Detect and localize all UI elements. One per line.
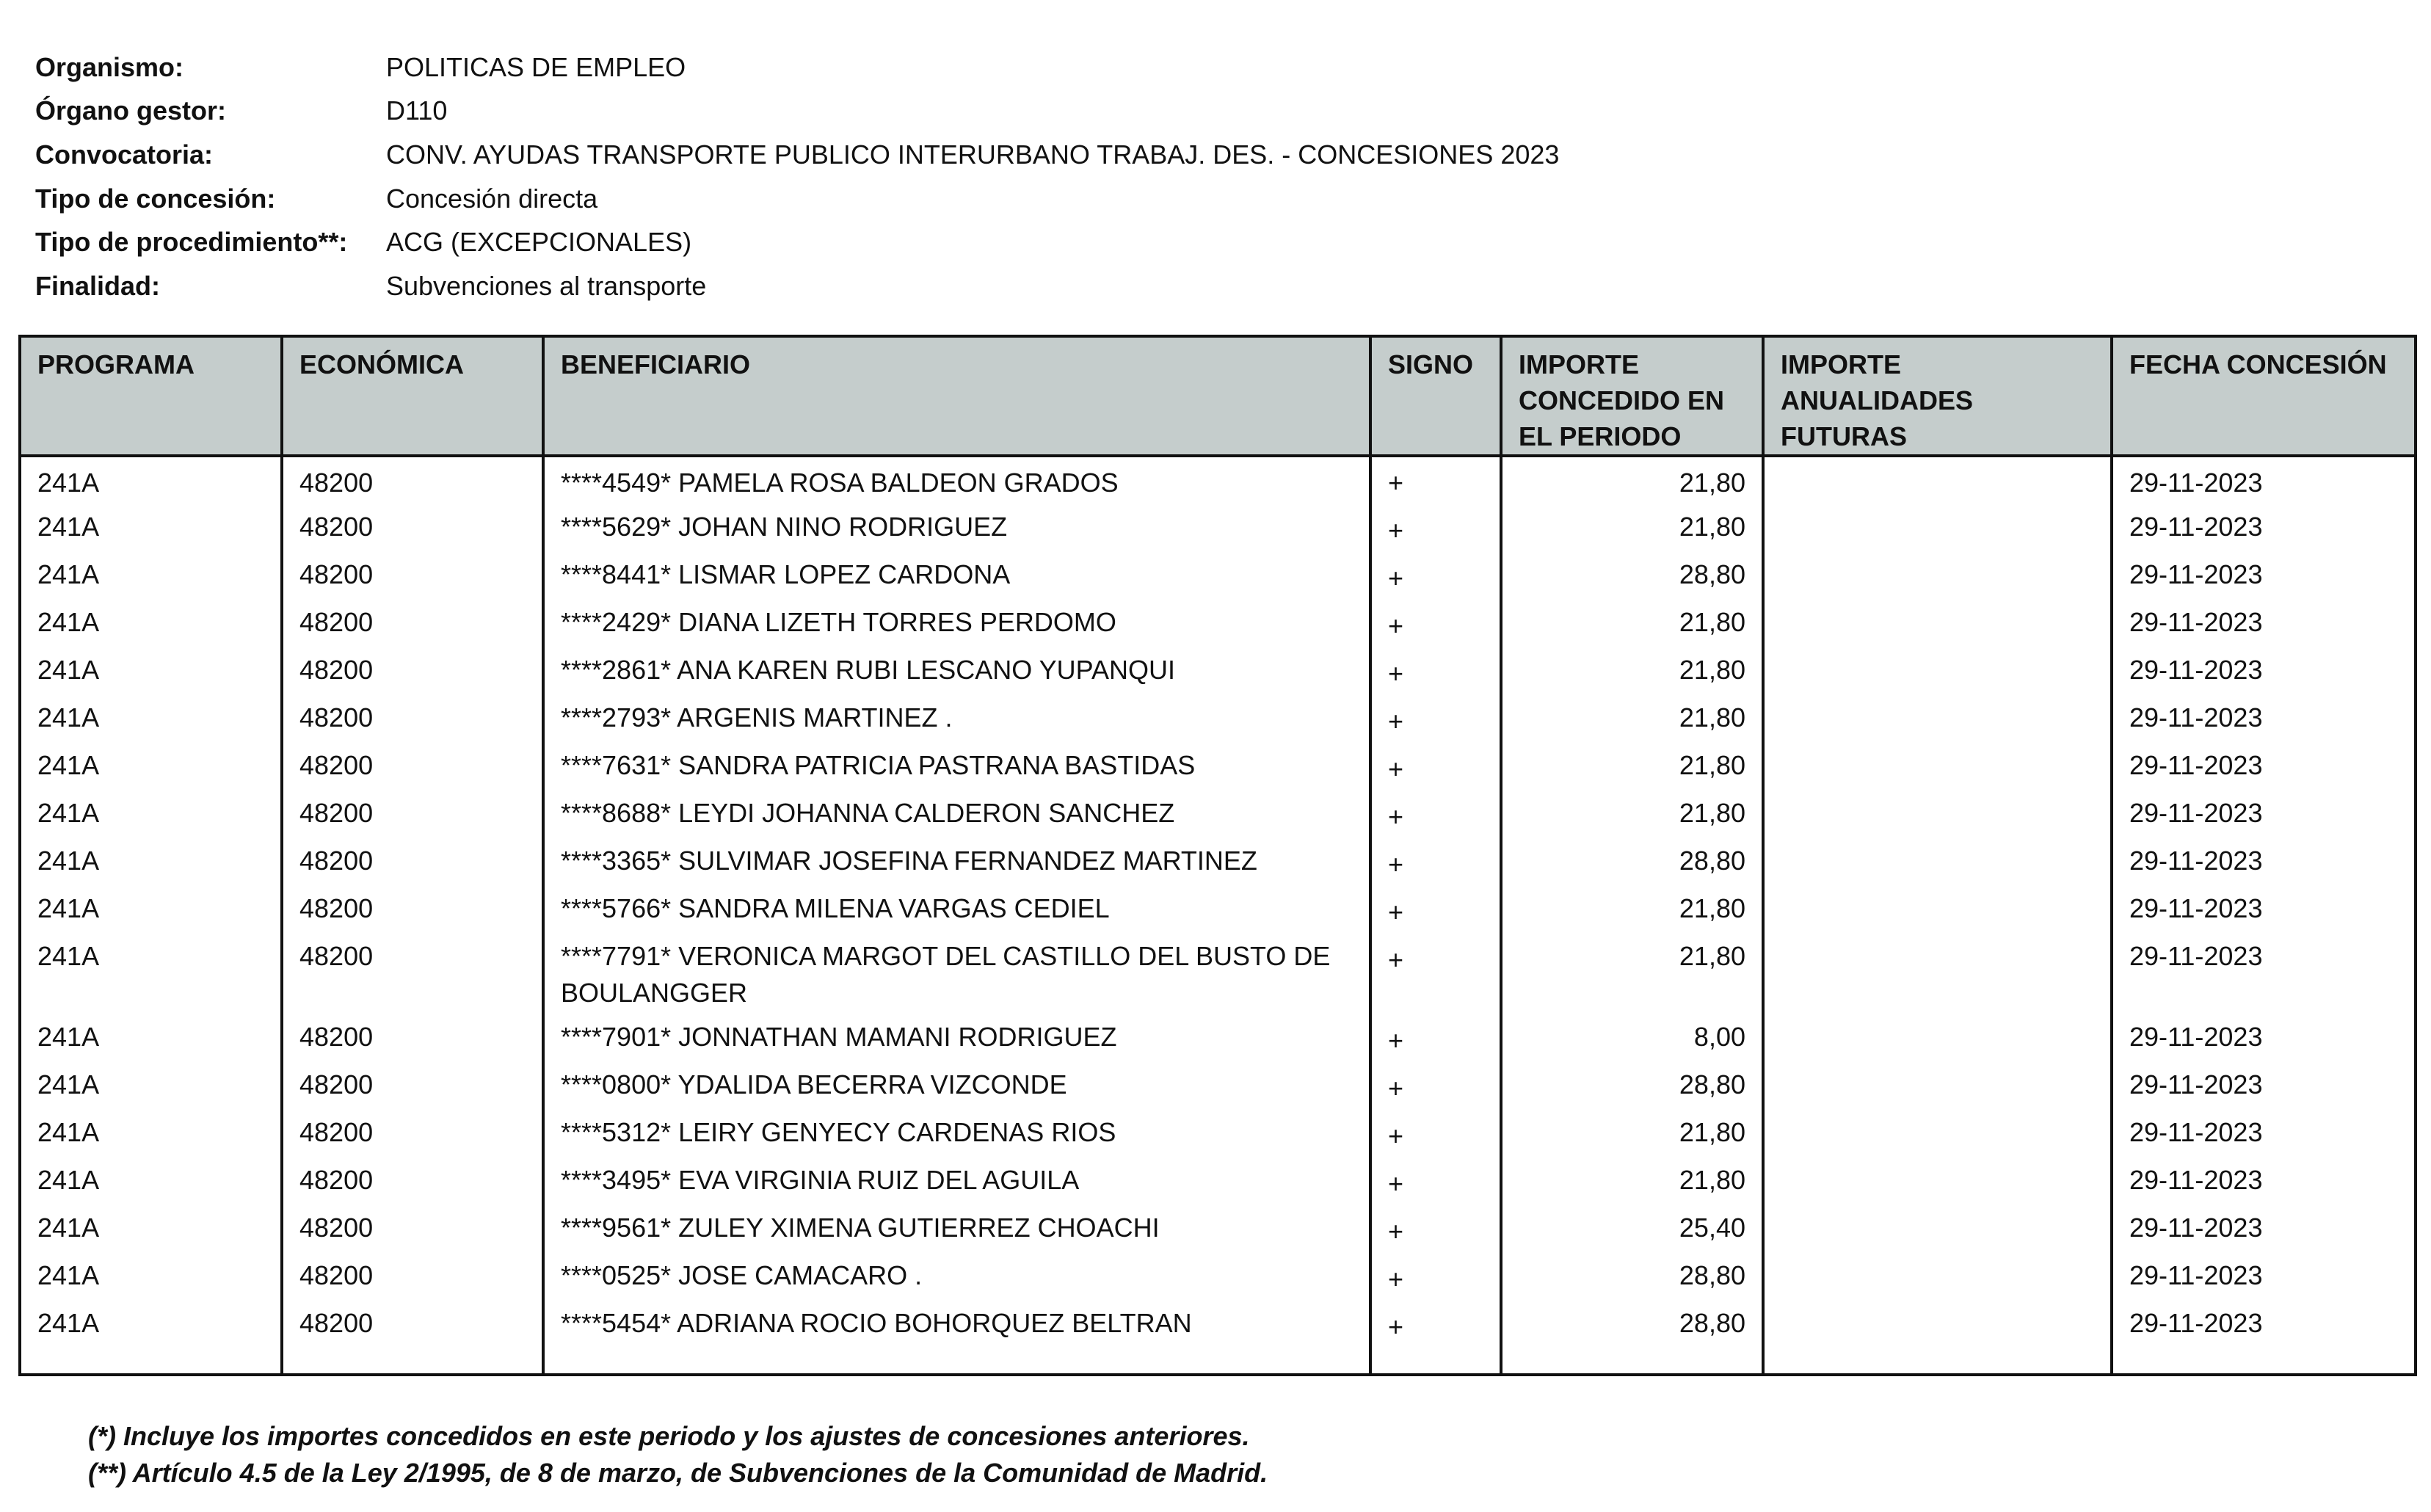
table-row (20, 744, 2416, 792)
cell-economica: 48200 (282, 840, 543, 887)
cell-beneficiario: ****2429* DIANA LIZETH TORRES PERDOMO (543, 601, 1370, 649)
field-convocatoria (35, 133, 1559, 177)
cell-beneficiario: ****0525* JOSE CAMACARO . (543, 1254, 1370, 1302)
cell-futuras (1763, 1064, 2112, 1111)
field-value: POLITICAS DE EMPLEO (386, 51, 686, 82)
cell-signo: + (1370, 935, 1501, 1016)
field-label: Tipo de concesión: (35, 183, 276, 214)
cell-futuras (1763, 649, 2112, 697)
cell-importe: 21,80 (1501, 744, 1763, 792)
cell-signo: + (1370, 792, 1501, 840)
table-row (20, 1302, 2416, 1375)
cell-signo: + (1370, 887, 1501, 935)
cell-signo: + (1370, 1064, 1501, 1111)
cell-economica: 48200 (282, 553, 543, 601)
cell-signo: + (1370, 1254, 1501, 1302)
cell-economica: 48200 (282, 1111, 543, 1159)
cell-beneficiario: ****2793* ARGENIS MARTINEZ . (543, 697, 1370, 744)
cell-programa: 241A (20, 1016, 282, 1064)
cell-futuras (1763, 697, 2112, 744)
cell-beneficiario: ****4549* PAMELA ROSA BALDEON GRADOS (543, 456, 1370, 506)
cell-economica: 48200 (282, 697, 543, 744)
cell-economica: 48200 (282, 935, 543, 1016)
cell-signo: + (1370, 1159, 1501, 1207)
table-row (20, 553, 2416, 601)
cell-programa: 241A (20, 697, 282, 744)
column-header-importe: IMPORTE CONCEDIDO EN EL PERIODO (1501, 336, 1763, 456)
column-header-fecha: FECHA CONCESIÓN (2112, 336, 2416, 456)
cell-importe: 21,80 (1501, 935, 1763, 1016)
cell-importe: 21,80 (1501, 1159, 1763, 1207)
cell-programa: 241A (20, 840, 282, 887)
field-tipo-concesion (35, 177, 1559, 221)
table-row (20, 601, 2416, 649)
cell-programa: 241A (20, 792, 282, 840)
field-label: Órgano gestor: (35, 95, 227, 126)
cell-beneficiario: ****0800* YDALIDA BECERRA VIZCONDE (543, 1064, 1370, 1111)
cell-fecha: 29-11-2023 (2112, 506, 2416, 553)
table-body (20, 456, 2416, 1375)
cell-programa: 241A (20, 744, 282, 792)
cell-importe: 21,80 (1501, 649, 1763, 697)
cell-fecha: 29-11-2023 (2112, 935, 2416, 1016)
column-header-futuras: IMPORTE ANUALIDADES FUTURAS (1763, 336, 2112, 456)
cell-signo: + (1370, 697, 1501, 744)
cell-importe: 28,80 (1501, 1064, 1763, 1111)
cell-programa: 241A (20, 1159, 282, 1207)
field-label: Organismo: (35, 51, 184, 82)
cell-futuras (1763, 601, 2112, 649)
field-label: Finalidad: (35, 270, 160, 301)
cell-beneficiario: ****5629* JOHAN NINO RODRIGUEZ (543, 506, 1370, 553)
cell-economica: 48200 (282, 1016, 543, 1064)
cell-fecha: 29-11-2023 (2112, 456, 2416, 506)
cell-beneficiario: ****8441* LISMAR LOPEZ CARDONA (543, 553, 1370, 601)
table-row (20, 1254, 2416, 1302)
cell-beneficiario: ****7791* VERONICA MARGOT DEL CASTILLO DEL BUSTO DE BOULANGGER (543, 935, 1370, 1016)
table-row (20, 697, 2416, 744)
cell-beneficiario: ****2861* ANA KAREN RUBI LESCANO YUPANQUI (543, 649, 1370, 697)
footnotes (88, 1418, 1268, 1491)
table-row (20, 1016, 2416, 1064)
cell-importe: 25,40 (1501, 1207, 1763, 1254)
cell-signo: + (1370, 840, 1501, 887)
table-row (20, 1207, 2416, 1254)
cell-programa: 241A (20, 1111, 282, 1159)
cell-futuras (1763, 1207, 2112, 1254)
cell-futuras (1763, 1016, 2112, 1064)
cell-futuras (1763, 840, 2112, 887)
field-label: Tipo de procedimiento**: (35, 227, 348, 258)
column-header-signo: SIGNO (1370, 336, 1501, 456)
cell-fecha: 29-11-2023 (2112, 887, 2416, 935)
cell-programa: 241A (20, 1207, 282, 1254)
cell-beneficiario: ****5312* LEIRY GENYECY CARDENAS RIOS (543, 1111, 1370, 1159)
cell-importe: 21,80 (1501, 1111, 1763, 1159)
footnote: (*) Incluye los importes concedidos en este periodo y los ajustes de concesiones anteriores. (88, 1421, 1250, 1451)
cell-futuras (1763, 887, 2112, 935)
cell-futuras (1763, 744, 2112, 792)
cell-fecha: 29-11-2023 (2112, 1254, 2416, 1302)
cell-futuras (1763, 506, 2112, 553)
cell-signo: + (1370, 744, 1501, 792)
table-header (20, 336, 2416, 456)
cell-signo: + (1370, 601, 1501, 649)
cell-beneficiario: ****5454* ADRIANA ROCIO BOHORQUEZ BELTRAN (543, 1302, 1370, 1375)
cell-programa: 241A (20, 887, 282, 935)
cell-economica: 48200 (282, 792, 543, 840)
cell-fecha: 29-11-2023 (2112, 1111, 2416, 1159)
cell-futuras (1763, 935, 2112, 1016)
cell-economica: 48200 (282, 887, 543, 935)
cell-signo: + (1370, 1111, 1501, 1159)
column-header-beneficiario: BENEFICIARIO (543, 336, 1370, 456)
cell-fecha: 29-11-2023 (2112, 697, 2416, 744)
cell-importe: 21,80 (1501, 456, 1763, 506)
cell-programa: 241A (20, 1064, 282, 1111)
cell-signo: + (1370, 1302, 1501, 1375)
cell-beneficiario: ****8688* LEYDI JOHANNA CALDERON SANCHEZ (543, 792, 1370, 840)
field-value: Subvenciones al transporte (386, 270, 707, 301)
cell-economica: 48200 (282, 1064, 543, 1111)
cell-importe: 21,80 (1501, 601, 1763, 649)
field-value: ACG (EXCEPCIONALES) (386, 227, 692, 258)
field-tipo-procedimiento (35, 220, 1559, 264)
table-row (20, 792, 2416, 840)
cell-fecha: 29-11-2023 (2112, 601, 2416, 649)
cell-signo: + (1370, 456, 1501, 506)
table-row (20, 1064, 2416, 1111)
cell-futuras (1763, 1111, 2112, 1159)
cell-programa: 241A (20, 935, 282, 1016)
cell-fecha: 29-11-2023 (2112, 792, 2416, 840)
cell-economica: 48200 (282, 1207, 543, 1254)
cell-importe: 21,80 (1501, 887, 1763, 935)
table-row (20, 1111, 2416, 1159)
column-header-programa: PROGRAMA (20, 336, 282, 456)
cell-signo: + (1370, 1207, 1501, 1254)
cell-fecha: 29-11-2023 (2112, 840, 2416, 887)
cell-signo: + (1370, 649, 1501, 697)
cell-programa: 241A (20, 553, 282, 601)
cell-signo: + (1370, 506, 1501, 553)
table-row (20, 506, 2416, 553)
field-finalidad (35, 264, 1559, 308)
cell-programa: 241A (20, 601, 282, 649)
header-row (20, 336, 2416, 456)
cell-programa: 241A (20, 506, 282, 553)
table-row (20, 1159, 2416, 1207)
cell-importe: 28,80 (1501, 553, 1763, 601)
cell-fecha: 29-11-2023 (2112, 1064, 2416, 1111)
column-header-economica: ECONÓMICA (282, 336, 543, 456)
cell-importe: 28,80 (1501, 840, 1763, 887)
cell-signo: + (1370, 1016, 1501, 1064)
cell-economica: 48200 (282, 506, 543, 553)
table-row (20, 840, 2416, 887)
cell-programa: 241A (20, 456, 282, 506)
field-organo-gestor (35, 90, 1559, 134)
field-organismo (35, 46, 1559, 90)
cell-beneficiario: ****7901* JONNATHAN MAMANI RODRIGUEZ (543, 1016, 1370, 1064)
cell-importe: 28,80 (1501, 1254, 1763, 1302)
field-label: Convocatoria: (35, 139, 214, 170)
cell-fecha: 29-11-2023 (2112, 649, 2416, 697)
cell-fecha: 29-11-2023 (2112, 1016, 2416, 1064)
cell-futuras (1763, 1159, 2112, 1207)
cell-beneficiario: ****3495* EVA VIRGINIA RUIZ DEL AGUILA (543, 1159, 1370, 1207)
cell-importe: 21,80 (1501, 792, 1763, 840)
cell-beneficiario: ****7631* SANDRA PATRICIA PASTRANA BASTIDAS (543, 744, 1370, 792)
cell-importe: 21,80 (1501, 697, 1763, 744)
cell-importe: 28,80 (1501, 1302, 1763, 1375)
cell-fecha: 29-11-2023 (2112, 1159, 2416, 1207)
cell-importe: 21,80 (1501, 506, 1763, 553)
cell-futuras (1763, 1254, 2112, 1302)
grants-table (18, 335, 2417, 1376)
cell-fecha: 29-11-2023 (2112, 1302, 2416, 1375)
cell-economica: 48200 (282, 456, 543, 506)
cell-economica: 48200 (282, 1302, 543, 1375)
cell-futuras (1763, 792, 2112, 840)
cell-beneficiario: ****9561* ZULEY XIMENA GUTIERREZ CHOACHI (543, 1207, 1370, 1254)
cell-economica: 48200 (282, 1159, 543, 1207)
cell-economica: 48200 (282, 601, 543, 649)
cell-fecha: 29-11-2023 (2112, 553, 2416, 601)
table-row (20, 887, 2416, 935)
field-value: D110 (386, 95, 448, 126)
field-value: Concesión directa (386, 183, 598, 214)
cell-beneficiario: ****5766* SANDRA MILENA VARGAS CEDIEL (543, 887, 1370, 935)
cell-programa: 241A (20, 1254, 282, 1302)
cell-futuras (1763, 456, 2112, 506)
cell-futuras (1763, 553, 2112, 601)
cell-programa: 241A (20, 1302, 282, 1375)
cell-beneficiario: ****3365* SULVIMAR JOSEFINA FERNANDEZ MARTINEZ (543, 840, 1370, 887)
table-row (20, 456, 2416, 506)
document-header (35, 46, 1559, 308)
cell-economica: 48200 (282, 649, 543, 697)
cell-economica: 48200 (282, 1254, 543, 1302)
field-value: CONV. AYUDAS TRANSPORTE PUBLICO INTERURBANO TRABAJ. DES. - CONCESIONES 2023 (386, 139, 1560, 170)
cell-economica: 48200 (282, 744, 543, 792)
cell-fecha: 29-11-2023 (2112, 744, 2416, 792)
cell-importe: 8,00 (1501, 1016, 1763, 1064)
footnote: (**) Artículo 4.5 de la Ley 2/1995, de 8 de marzo, de Subvenciones de la Comunidad de Madrid. (88, 1458, 1268, 1488)
cell-futuras (1763, 1302, 2112, 1375)
cell-fecha: 29-11-2023 (2112, 1207, 2416, 1254)
cell-programa: 241A (20, 649, 282, 697)
cell-signo: + (1370, 553, 1501, 601)
table-row (20, 935, 2416, 1016)
table-row (20, 649, 2416, 697)
